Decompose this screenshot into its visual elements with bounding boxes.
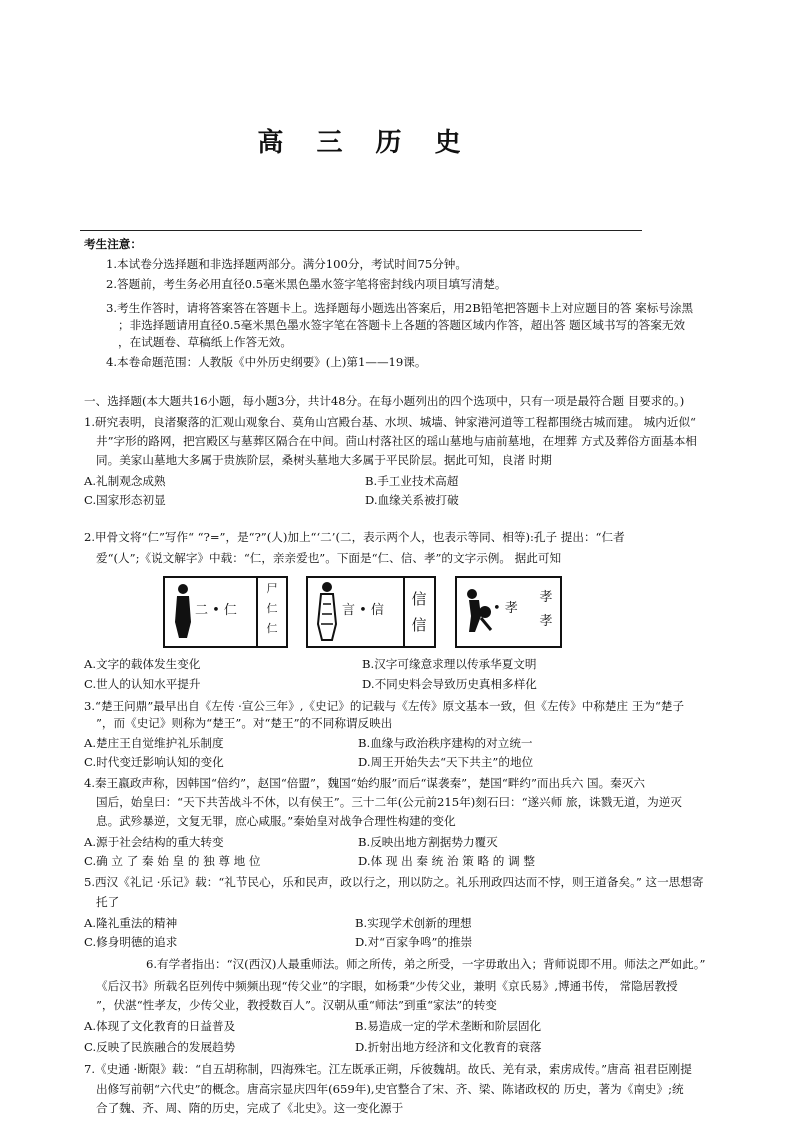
- note-line: ；非选择题请用直径0.5毫米黑色墨水签字笔在答题卡上各题的答题区域内作答，超出答 题区域书写的答案无效: [118, 318, 686, 332]
- q6-line: ”，伏湛“性孝友，少传父业，教授数百人”。汉朝从重“师法”到重“家法”的转变: [96, 998, 497, 1012]
- q5-line: 托了: [96, 895, 120, 909]
- note-line: 1.本试卷分选择题和非选择题两部分。满分100分，考试时间75分钟。: [106, 257, 467, 271]
- q5-line: 5.西汉《礼记 ·乐记》载：“礼节民心，乐和民声，政以行之，刑以防之。礼乐刑政四达而不悖，则王道备矣。” 这一思想寄: [84, 875, 704, 889]
- q3-option-d: D.周王开始失去“天下共主”的地位: [358, 755, 534, 769]
- xiao-char-column: [535, 586, 557, 634]
- q2-option-d: D.不同史料会导致历史真相多样化: [362, 677, 537, 691]
- q3-option-a: A.楚庄王自觉维护礼乐制度: [84, 736, 224, 750]
- figure-panel-xiao: [455, 576, 562, 648]
- q1-line: 1.研究表明，良渚聚落的汇观山观象台、莫角山宫殿台基、水坝、城墙、钟家港河道等工程都围绕古城而建。 城内近似“: [84, 415, 696, 429]
- note-line: 4.本卷命题范围：人教版《中外历史纲要》(上)第1——19课。: [106, 355, 427, 369]
- q6-option-a: A.体现了文化教育的日益普及: [84, 1019, 236, 1033]
- q3-line: ”，而《史记》则称为“楚王”。对“楚王”的不同称谓反映出: [96, 716, 393, 730]
- q1-line: 井”字形的路网，把宫殿区与墓葬区隔合在中间。茴山村落社区的瑶山墓地与庙前墓地，在埋葬 方式及葬俗方面基本相: [96, 434, 697, 448]
- xin-glyph-sequence: 言 • 信: [342, 603, 384, 618]
- q2-option-a: A.文字的载体发生变化: [84, 657, 201, 671]
- q5-option-a: A.隆礼重法的精神: [84, 916, 178, 930]
- section-heading: 一、选择题(本大题共16小题，每小题3分，共计48分。在每小题列出的四个选项中，只有一项是最符合题 目要求的。): [84, 394, 685, 408]
- xiao-char: 孝: [539, 590, 553, 605]
- q3-line: 3.“楚王问鼎”最早出自《左传 ·宣公三年》,《史记》的记载与《左传》原文基本一致，但《左传》中称楚庄 王为“楚子: [84, 699, 685, 713]
- notes-heading: 考生注意：: [84, 237, 142, 251]
- q2-line: 2.甲骨文将“仁”写作“ “?=”，是“?”(人)加上“‘二’(二，表示两个人，也表示等同、相等):孔子 提出：“仁者: [84, 530, 625, 544]
- q5-option-d: D.对“百家争鸣”的推崇: [355, 935, 473, 949]
- ren-char: 仁: [266, 622, 278, 635]
- q5-option-b: B.实现学术创新的理想: [355, 916, 472, 930]
- ren-glyph-sequence: 二 • 仁: [195, 603, 237, 618]
- ren-char-column: [261, 582, 283, 636]
- q6-line: 《后汉书》所载名臣列传中频频出现“传父业”的字眼，如杨秉“少传父业，兼明《京氏易》,博通书传， 常隐居教授: [96, 979, 678, 993]
- q1-option-c: C.国家形态初显: [84, 493, 166, 507]
- xin-char: 信: [411, 590, 427, 608]
- note-line: 3.考生作答时，请将答案答在答题卡上。选择题每小题选出答案后，用2B铅笔把答题卡上对应题目的答 案标号涂黑: [106, 301, 694, 315]
- ren-char: 尸: [266, 582, 278, 595]
- person-figure-icon: [171, 582, 195, 640]
- person-figure-icon: [314, 580, 340, 642]
- note-line: ，在试题卷、草稿纸上作答无效。: [118, 335, 292, 349]
- carrying-figure-icon: [463, 586, 493, 636]
- q2-option-c: C.世人的认知水平提升: [84, 677, 201, 691]
- xiao-char: 孝: [539, 614, 553, 629]
- q1-option-a: A.礼制观念成熟: [84, 474, 166, 488]
- xiao-glyph-sequence: • 孝: [493, 601, 518, 616]
- q5-option-c: C.修身明德的追求: [84, 935, 178, 949]
- page-title: 高 三 历 史: [257, 128, 473, 158]
- q4-line: 国后，始皇曰：“天下共苦战斗不休，以有侯王”。三十二年(公元前215年)刻石曰：“遂兴师 旅，诛戮无道，为逆灭: [96, 795, 682, 809]
- q7-line: 7.《史通 ·断限》载：“自五胡称制，四海殊宅。江左既承正朔，斥彼魏胡。故氏、羌有录，索虏成传。”唐高 祖君臣刚提: [84, 1062, 692, 1076]
- q1-option-b: B.手工业技术高超: [365, 474, 459, 488]
- panel-divider: [256, 578, 258, 646]
- panel-divider: [403, 578, 405, 646]
- q1-line: 同。美家山墓地大多属于贵族阶层，桑树头墓地大多属于平民阶层。据此可知，良渚 时期: [96, 453, 552, 467]
- q4-option-d: D.体 现 出 秦 统 治 策 略 的 调 整: [358, 854, 535, 868]
- xin-char: 信: [411, 616, 427, 634]
- q7-line: 出修写前朝“六代史”的概念。唐高宗显庆四年(659年),史官整合了宋、齐、梁、陈诸政权的 历史，著为《南史》;统: [96, 1082, 684, 1096]
- q4-line: 息。武殄暴逆，文复无罪，庶心咸服。”秦始皇对战争合理性构建的变化: [96, 814, 456, 828]
- ren-char: 仁: [266, 602, 278, 615]
- q4-line: 4.秦王嬴政声称，因韩国“倍约”，赵国“倍盟”，魏国“始约服”而后“谋袭秦”，楚国“畔约”而出兵六 国。秦灭六: [84, 776, 645, 790]
- q1-option-d: D.血缘关系被打破: [365, 493, 459, 507]
- q4-option-a: A.源于社会结构的重大转变: [84, 835, 224, 849]
- q4-option-b: B.反映出地方割据势力覆灭: [358, 835, 498, 849]
- q6-option-d: D.折射出地方经济和文化教育的衰落: [355, 1040, 542, 1054]
- header-rule: [80, 230, 642, 231]
- note-line: 2.答题前，考生务必用直径0.5毫米黑色墨水签字笔将密封线内项目填写清楚。: [106, 277, 507, 291]
- q6-line: 6.有学者指出：“汉(西汉)人最重师法。师之所传，弟之所受，一字毋敢出入；背师说即不用。师法之严如此。”: [146, 957, 706, 971]
- figure-panel-xin: [306, 576, 436, 648]
- figure-panel-ren: [163, 576, 288, 648]
- q6-option-b: B.易造成一定的学术垄断和阶层固化: [355, 1019, 542, 1033]
- q6-option-c: C.反映了民族融合的发展趋势: [84, 1040, 236, 1054]
- q2-line: 爱“(人”;《说文解字》中载：“仁，亲亲爱也”。下面是“仁、信、孝”的文字示例。 据此可知: [96, 551, 562, 565]
- q2-option-b: B.汉字可缘意求理以传承华夏文明: [362, 657, 537, 671]
- q3-option-c: C.时代变迁影响认知的变化: [84, 755, 224, 769]
- xin-char-column: [407, 586, 431, 638]
- q4-option-c: C.确 立 了 秦 始 皇 的 独 尊 地 位: [84, 854, 261, 868]
- q3-option-b: B.血缘与政治秩序建构的对立统一: [358, 736, 533, 750]
- q7-line: 合了魏、齐、周、隋的历史，完成了《北史》。这一变化源于: [96, 1101, 404, 1115]
